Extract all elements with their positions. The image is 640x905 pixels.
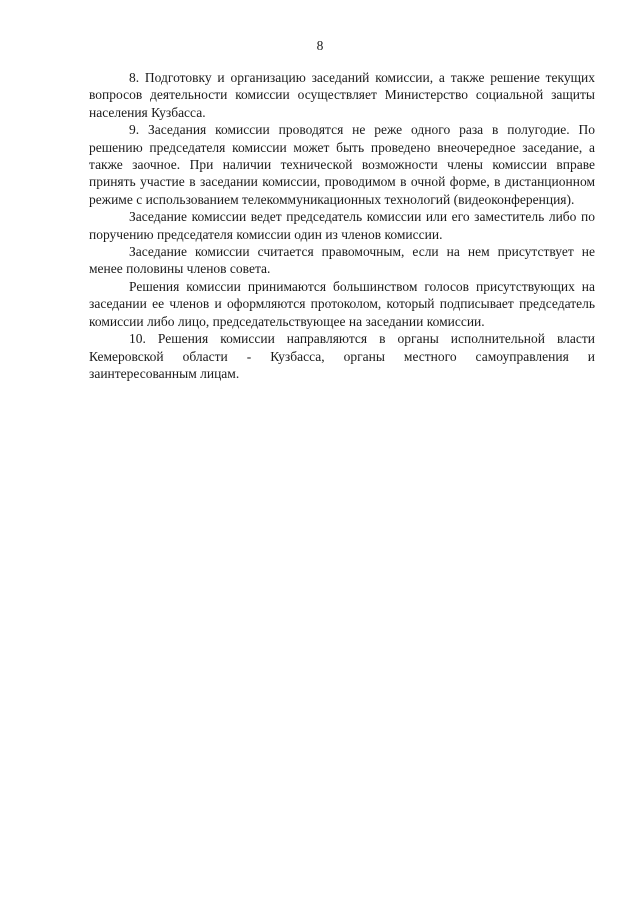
paragraph-item-10: 10. Решения комиссии направляются в органы исполнительной власти Кемеровской области - Кузбасса, органы местного самоуправления и заинтересованным лицам. [89,331,595,381]
paragraph-decisions: Решения комиссии принимаются большинством голосов присутствующих на заседании ее членов и оформляются протоколом, который подписывает председатель комиссии либо лицо, председательствующее на заседании комиссии. [89,278,595,329]
page-number: 8 [316,38,324,53]
paragraph-meeting-chair: Заседание комиссии ведет председатель комиссии или его заместитель либо по поручению председателя комиссии один из членов комиссии. [89,209,595,242]
paragraph-item-9: 9. Заседания комиссии проводятся не реже одного раза в полугодие. По решению председателя комиссии может быть проведено внеочередное заседание, а также заочное. При наличии технической возможности члены комиссии вправе принять участие в заседании комиссии, проводимом в очной форме, в дистанционном режиме с использованием телекоммуникационных технологий (видеоконференция). [89,122,595,207]
paragraph-quorum: Заседание комиссии считается правомочным, если на нем присутствует не менее половины членов совета. [89,244,595,277]
document-body [89,69,595,382]
paragraph-item-8: 8. Подготовку и организацию заседаний комиссии, а также решение текущих вопросов деятельности комиссии осуществляет Министерство социальной защиты населения Кузбасса. [89,70,595,120]
